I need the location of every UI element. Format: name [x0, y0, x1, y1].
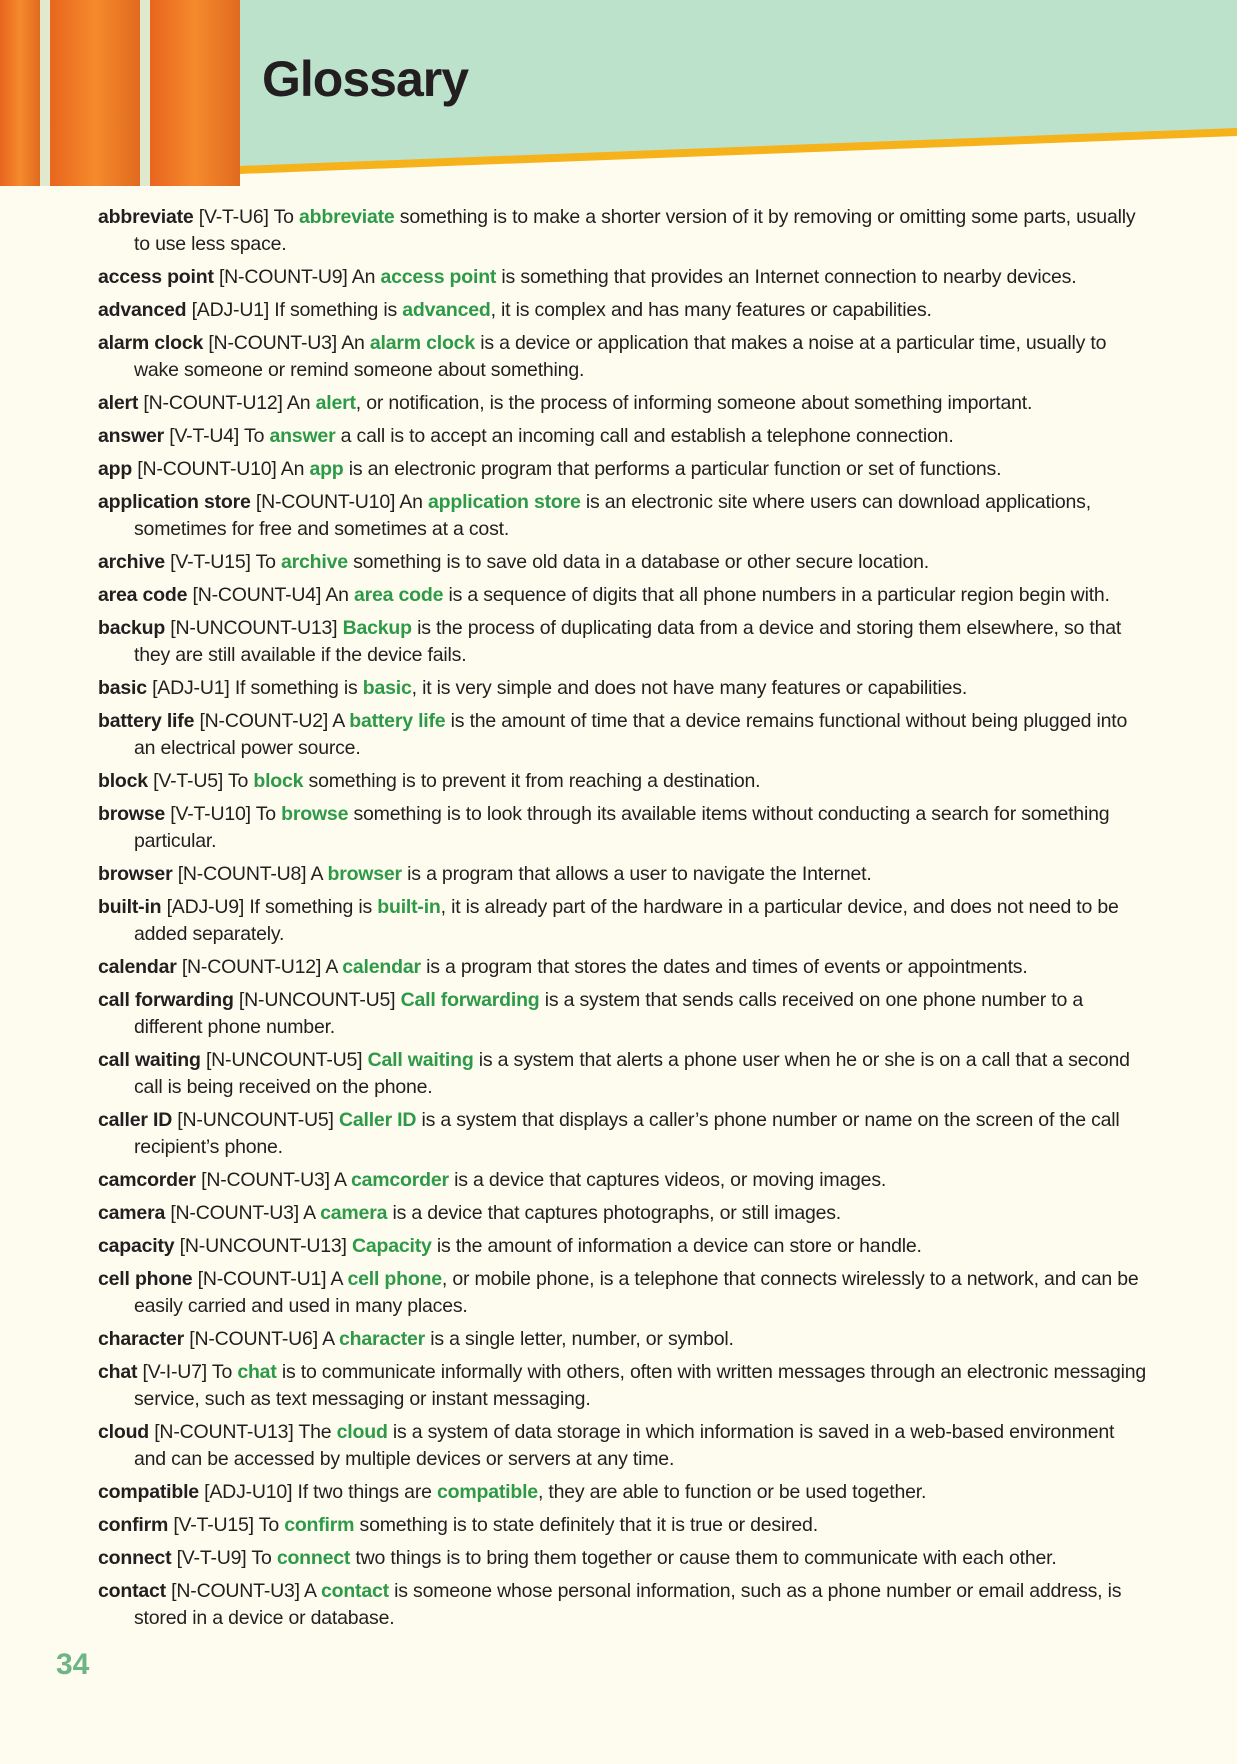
glossary-entry: [98, 1326, 1150, 1353]
entry-tag: [N-COUNT-U6]: [189, 1328, 318, 1350]
entry-keyword: Capacity: [351, 1235, 432, 1257]
entry-term: camcorder: [98, 1169, 196, 1191]
entry-text-after: , or mobile phone, is a telephone that connects wirelessly to a network, and can be easily carried and used in many places.: [134, 1268, 1139, 1317]
entry-term: application store: [98, 491, 251, 513]
entry-tag: [N-UNCOUNT-U5]: [238, 989, 396, 1011]
entry-text-after: something is to look through its available items without conducting a search for something particular.: [134, 803, 1110, 852]
glossary-entry: [98, 1545, 1150, 1572]
entry-text-after: a call is to accept an incoming call and establish a telephone connection.: [335, 425, 954, 447]
glossary-entry: [98, 582, 1150, 609]
entry-tag: [N-UNCOUNT-U13]: [179, 1235, 347, 1257]
page-header: [0, 0, 1237, 190]
glossary-entry: [98, 330, 1150, 384]
entry-term: browser: [98, 863, 173, 885]
entry-term: app: [98, 458, 133, 480]
header-tab-1: [0, 0, 40, 186]
entry-text-before: A: [332, 710, 350, 732]
entry-tag: [ADJ-U10]: [204, 1481, 293, 1503]
entry-text-after: is the process of duplicating data from a device and storing them elsewhere, so that they are still available if the device fails.: [134, 617, 1122, 666]
entry-keyword: cloud: [336, 1421, 388, 1443]
entry-keyword: app: [309, 458, 344, 480]
entry-text-after: is a system of data storage in which information is saved in a web-based environment and can be accessed by multiple devices or servers at any time.: [134, 1421, 1115, 1470]
entry-keyword: access point: [380, 266, 497, 288]
entry-text-after: is a system that sends calls received on one phone number to a different phone number.: [134, 989, 1083, 1038]
entry-tag: [N-COUNT-U10]: [137, 458, 277, 480]
entry-keyword: abbreviate: [299, 206, 395, 228]
glossary-entry: [98, 1479, 1150, 1506]
entry-keyword: calendar: [342, 956, 421, 978]
entry-text-before: An: [286, 392, 316, 414]
glossary-entry: [98, 987, 1150, 1041]
entry-term: character: [98, 1328, 185, 1350]
entry-tag: [N-UNCOUNT-U5]: [205, 1049, 363, 1071]
entry-text-before: To: [273, 206, 299, 228]
entry-text-after: is a sequence of digits that all phone numbers in a particular region begin with.: [443, 584, 1110, 606]
entry-text-after: , it is already part of the hardware in a particular device, and does not need to be added separately.: [134, 896, 1119, 945]
entry-text-after: is to communicate informally with others, often with written messages through an electronic messaging service, such as text messaging or instant messaging.: [134, 1361, 1147, 1410]
entry-keyword: confirm: [284, 1514, 355, 1536]
entry-term: confirm: [98, 1514, 169, 1536]
entry-keyword: basic: [362, 677, 412, 699]
entry-term: answer: [98, 425, 165, 447]
entry-text-before: To: [255, 551, 281, 573]
entry-text-before: A: [303, 1202, 321, 1224]
glossary-entry: [98, 456, 1150, 483]
entry-text-after: is someone whose personal information, such as a phone number or email address, is stored in a device or database.: [134, 1580, 1122, 1629]
entry-tag: [N-COUNT-U1]: [197, 1268, 327, 1290]
entry-text-before: To: [227, 770, 254, 792]
glossary-entry: [98, 204, 1150, 258]
entry-tag: [N-COUNT-U9]: [218, 266, 348, 288]
header-tab-3: [150, 0, 240, 186]
entry-tag: [N-COUNT-U13]: [154, 1421, 294, 1443]
entry-tag: [ADJ-U9]: [166, 896, 245, 918]
entry-term: cell phone: [98, 1268, 193, 1290]
entry-text-after: something is to state definitely that it is true or desired.: [354, 1514, 818, 1536]
entry-tag: [N-COUNT-U4]: [192, 584, 322, 606]
entry-term: calendar: [98, 956, 177, 978]
entry-term: contact: [98, 1580, 166, 1602]
entry-tag: [V-I-U7]: [142, 1361, 208, 1383]
page-number: 34: [56, 1648, 90, 1681]
entry-term: built-in: [98, 896, 162, 918]
entry-text-after: is a system that displays a caller’s phone number or name on the screen of the call recipient’s phone.: [134, 1109, 1120, 1158]
entry-keyword: cell phone: [347, 1268, 442, 1290]
entry-keyword: answer: [269, 425, 336, 447]
entry-text-after: is a single letter, number, or symbol.: [425, 1328, 734, 1350]
entry-tag: [V-T-U4]: [169, 425, 240, 447]
entry-keyword: area code: [354, 584, 444, 606]
entry-tag: [N-UNCOUNT-U5]: [177, 1109, 334, 1131]
entry-term: area code: [98, 584, 188, 606]
entry-keyword: Call forwarding: [400, 989, 540, 1011]
entry-tag: [N-COUNT-U3]: [171, 1580, 300, 1602]
entry-text-before: A: [304, 1580, 321, 1602]
glossary-entry: [98, 264, 1150, 291]
entry-keyword: camcorder: [350, 1169, 449, 1191]
entry-term: advanced: [98, 299, 187, 321]
glossary-entry: [98, 708, 1150, 762]
entry-tag: [N-COUNT-U12]: [143, 392, 283, 414]
entry-keyword: chat: [237, 1361, 277, 1383]
entry-tag: [ADJ-U1]: [191, 299, 270, 321]
entry-text-after: , they are able to function or be used together.: [537, 1481, 927, 1503]
entry-tag: [N-COUNT-U2]: [199, 710, 329, 732]
entry-text-before: An: [341, 332, 370, 354]
entry-tag: [N-COUNT-U3]: [201, 1169, 330, 1191]
entry-text-before: To: [251, 1547, 277, 1569]
entry-text-before: To: [211, 1361, 238, 1383]
entry-keyword: contact: [320, 1580, 389, 1602]
entry-tag: [N-COUNT-U3]: [208, 332, 338, 354]
entry-text-before: An: [351, 266, 381, 288]
entry-text-after: is a device or application that makes a noise at a particular time, usually to wake someone or remind someone about something.: [134, 332, 1107, 381]
entry-tag: [V-T-U9]: [176, 1547, 247, 1569]
entry-text-after: something is to save old data in a database or other secure location.: [347, 551, 930, 573]
entry-term: archive: [98, 551, 165, 573]
entry-text-before: An: [280, 458, 310, 480]
entry-text-after: is the amount of information a device can store or handle.: [431, 1235, 922, 1257]
entry-text-before: An: [325, 584, 354, 606]
entry-text-after: is the amount of time that a device remains functional without being plugged into an electrical power source.: [134, 710, 1128, 759]
entry-keyword: Caller ID: [338, 1109, 417, 1131]
glossary-entry: [98, 390, 1150, 417]
entry-text-before: To: [244, 425, 270, 447]
entry-text-after: is an electronic site where users can download applications, sometimes for free and sometimes at a cost.: [134, 491, 1091, 540]
glossary-entry: [98, 1047, 1150, 1101]
entry-text-after: is a program that allows a user to navigate the Internet.: [401, 863, 872, 885]
entry-text-after: two things is to bring them together or cause them to communicate with each other.: [350, 1547, 1057, 1569]
header-tab-2: [50, 0, 140, 186]
entry-text-before: If something is: [274, 299, 403, 321]
glossary-entry: [98, 1266, 1150, 1320]
entry-term: abbreviate: [98, 206, 194, 228]
entry-term: call waiting: [98, 1049, 201, 1071]
entry-text-after: is something that provides an Internet connection to nearby devices.: [496, 266, 1077, 288]
entry-term: backup: [98, 617, 166, 639]
entry-keyword: alarm clock: [369, 332, 475, 354]
entry-text-after: something is to prevent it from reaching a destination.: [303, 770, 761, 792]
entry-text-after: is an electronic program that performs a particular function or set of functions.: [343, 458, 1002, 480]
glossary-entry: [98, 297, 1150, 324]
entry-keyword: battery life: [349, 710, 446, 732]
entry-text-before: If something is: [249, 896, 378, 918]
glossary-entry: [98, 1107, 1150, 1161]
entry-tag: [ADJ-U1]: [152, 677, 230, 699]
glossary-entry: [98, 549, 1150, 576]
entry-tag: [N-COUNT-U8]: [177, 863, 307, 885]
entry-term: alarm clock: [98, 332, 204, 354]
entry-term: connect: [98, 1547, 172, 1569]
entry-term: block: [98, 770, 148, 792]
entry-tag: [N-COUNT-U3]: [170, 1202, 300, 1224]
entry-term: browse: [98, 803, 166, 825]
entry-text-before: The: [298, 1421, 337, 1443]
glossary-entry: [98, 1578, 1150, 1632]
entry-text-before: A: [322, 1328, 340, 1350]
entry-term: chat: [98, 1361, 138, 1383]
glossary-entry: [98, 423, 1150, 450]
entry-keyword: archive: [280, 551, 348, 573]
entry-text-after: is a device that captures photographs, or still images.: [387, 1202, 842, 1224]
entry-keyword: Backup: [342, 617, 412, 639]
entry-text-after: , it is very simple and does not have many features or capabilities.: [411, 677, 968, 699]
entry-tag: [N-UNCOUNT-U13]: [170, 617, 338, 639]
entry-tag: [V-T-U15]: [170, 551, 251, 573]
entry-term: cloud: [98, 1421, 149, 1443]
entry-tag: [N-COUNT-U12]: [181, 956, 322, 978]
glossary-entry: [98, 1200, 1150, 1227]
entry-keyword: block: [253, 770, 304, 792]
entry-term: access point: [98, 266, 214, 288]
header-graphic: [0, 0, 1237, 190]
entry-text-after: , or notification, is the process of informing someone about something important.: [355, 392, 1033, 414]
entry-text-before: A: [325, 956, 343, 978]
entry-text-before: A: [330, 1268, 348, 1290]
entry-term: alert: [98, 392, 139, 414]
glossary-list: [98, 204, 1150, 1638]
glossary-entry: [98, 801, 1150, 855]
glossary-entry: [98, 768, 1150, 795]
entry-text-before: A: [333, 1169, 351, 1191]
entry-text-after: is a device that captures videos, or moving images.: [448, 1169, 887, 1191]
glossary-entry: [98, 615, 1150, 669]
entry-text-after: something is to make a shorter version of it by removing or omitting some parts, usually to use less space.: [134, 206, 1136, 255]
entry-text-after: is a program that stores the dates and times of events or appointments.: [420, 956, 1028, 978]
glossary-entry: [98, 1512, 1150, 1539]
entry-keyword: alert: [315, 392, 356, 414]
entry-text-before: An: [399, 491, 429, 513]
entry-keyword: application store: [428, 491, 581, 513]
entry-tag: [V-T-U6]: [198, 206, 269, 228]
glossary-entry: [98, 1233, 1150, 1260]
entry-keyword: camera: [320, 1202, 388, 1224]
entry-term: battery life: [98, 710, 195, 732]
entry-term: camera: [98, 1202, 166, 1224]
entry-tag: [V-T-U10]: [170, 803, 251, 825]
entry-term: basic: [98, 677, 147, 699]
entry-tag: [V-T-U15]: [173, 1514, 254, 1536]
glossary-entry: [98, 954, 1150, 981]
entry-text-before: To: [255, 803, 282, 825]
glossary-entry: [98, 675, 1150, 702]
entry-tag: [N-COUNT-U10]: [255, 491, 396, 513]
glossary-entry: [98, 1359, 1150, 1413]
entry-keyword: browser: [327, 863, 402, 885]
entry-tag: [V-T-U5]: [153, 770, 224, 792]
glossary-entry: [98, 489, 1150, 543]
entry-text-before: If two things are: [297, 1481, 437, 1503]
entry-text-before: A: [310, 863, 328, 885]
entry-keyword: built-in: [377, 896, 441, 918]
page-title: Glossary: [262, 51, 469, 107]
entry-keyword: character: [339, 1328, 426, 1350]
entry-term: caller ID: [98, 1109, 173, 1131]
glossary-entry: [98, 1167, 1150, 1194]
entry-keyword: compatible: [437, 1481, 538, 1503]
entry-text-before: If something is: [234, 677, 363, 699]
entry-keyword: connect: [276, 1547, 351, 1569]
entry-text-before: To: [258, 1514, 285, 1536]
glossary-entry: [98, 861, 1150, 888]
entry-keyword: advanced: [402, 299, 491, 321]
entry-text-after: is a system that alerts a phone user when he or she is on a call that a second call is being received on the phone.: [134, 1049, 1130, 1098]
entry-keyword: Call waiting: [367, 1049, 474, 1071]
entry-term: compatible: [98, 1481, 199, 1503]
entry-term: capacity: [98, 1235, 175, 1257]
glossary-entry: [98, 894, 1150, 948]
glossary-entry: [98, 1419, 1150, 1473]
entry-text-after: , it is complex and has many features or capabilities.: [490, 299, 932, 321]
entry-keyword: browse: [281, 803, 349, 825]
entry-term: call forwarding: [98, 989, 234, 1011]
